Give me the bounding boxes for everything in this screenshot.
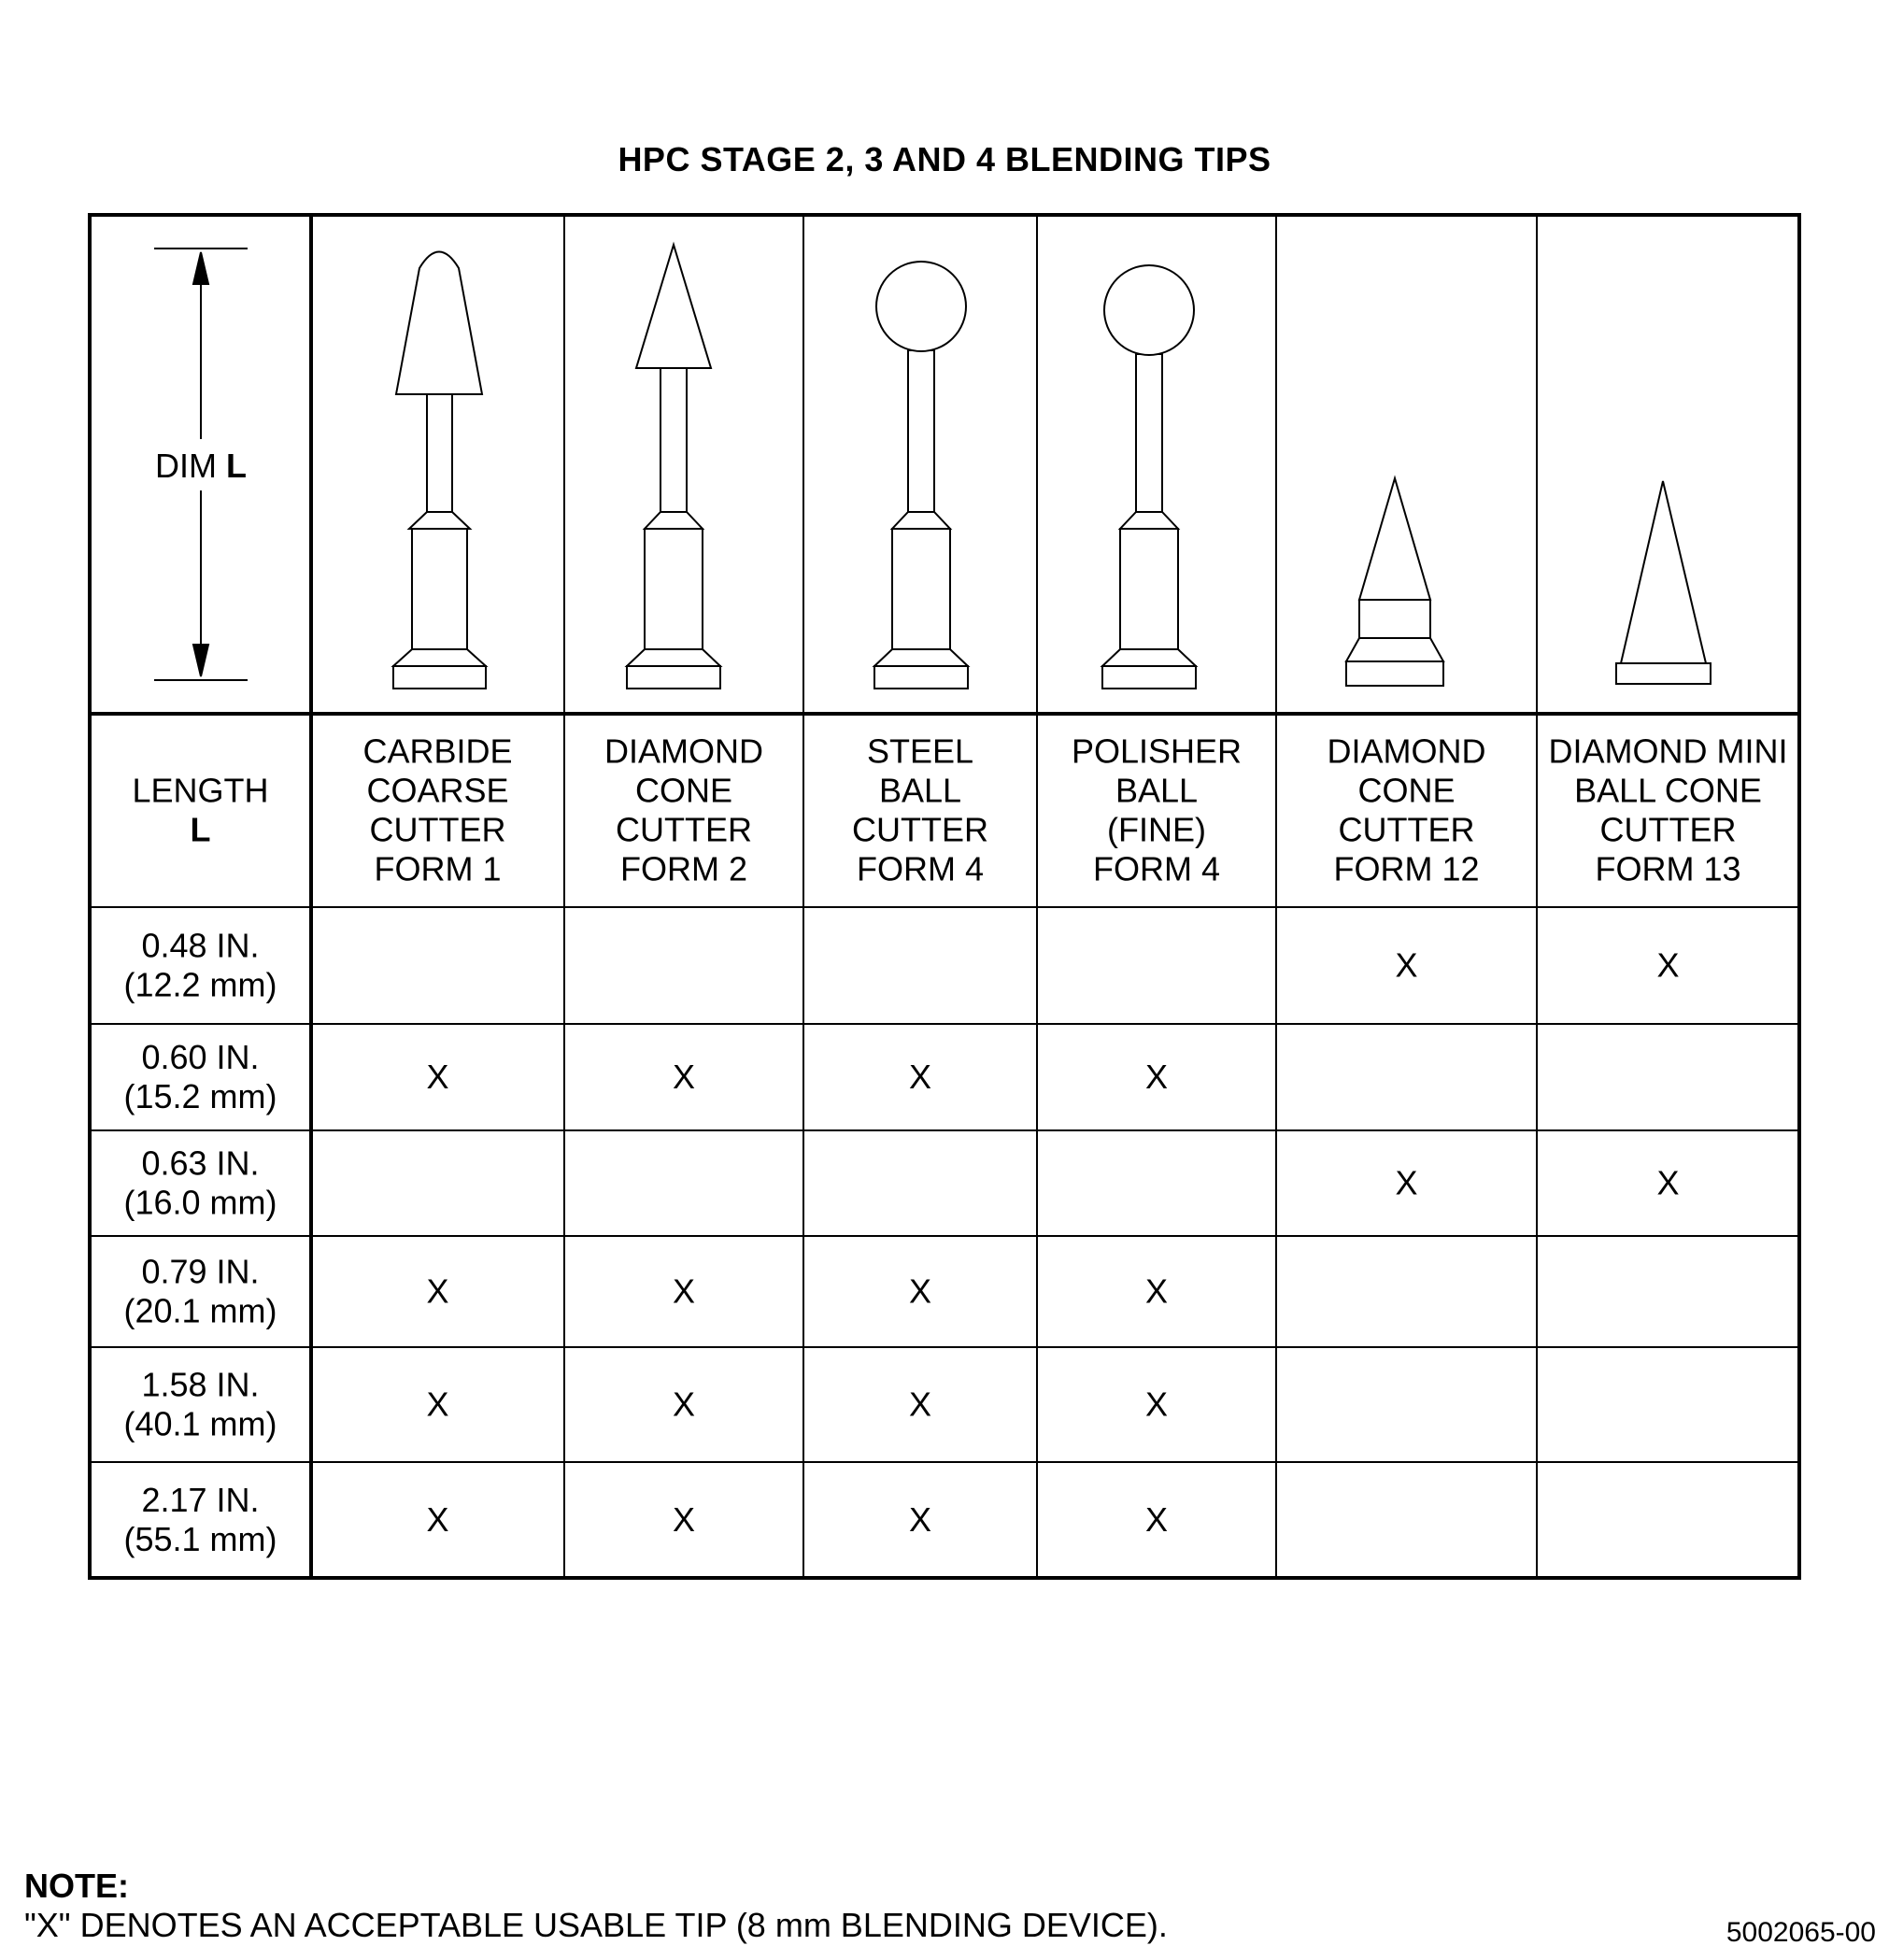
- acceptable-mark: X: [1656, 945, 1680, 985]
- acceptable-mark: X: [1395, 945, 1418, 985]
- acceptable-mark: X: [672, 1500, 696, 1539]
- dim-label: DIM L: [155, 447, 247, 485]
- arrow-down-icon: [193, 645, 208, 676]
- length-value: 2.17 IN. (55.1 mm): [123, 1481, 277, 1558]
- column-header-1: CARBIDE COARSE CUTTER FORM 1: [362, 731, 513, 888]
- acceptable-mark: X: [1144, 1058, 1169, 1096]
- polisher-ball-icon: [1102, 265, 1196, 689]
- note-heading: NOTE:: [24, 1867, 129, 1905]
- diamond-cone-cutter-icon: [627, 245, 720, 689]
- length-header: LENGTH L: [132, 771, 269, 849]
- table-row: [123, 1253, 1168, 1330]
- table-row: [123, 1366, 1168, 1443]
- acceptable-mark: X: [908, 1271, 932, 1311]
- column-headers: [132, 732, 1787, 888]
- column-header-3: STEEL BALL CUTTER FORM 4: [852, 731, 988, 888]
- acceptable-mark: X: [1656, 1163, 1680, 1202]
- table-grid: [90, 215, 1799, 1578]
- table-row: [123, 1481, 1168, 1558]
- acceptable-mark: X: [1144, 1271, 1169, 1311]
- note-text: "X" DENOTES AN ACCEPTABLE USABLE TIP (8 mm BLENDING DEVICE).: [24, 1906, 1168, 1944]
- table-row: [123, 1144, 1679, 1222]
- carbide-coarse-cutter-icon: [393, 252, 486, 689]
- acceptable-mark: X: [672, 1271, 696, 1311]
- column-header-5: DIAMOND CONE CUTTER FORM 12: [1327, 731, 1486, 888]
- length-value: 0.79 IN. (20.1 mm): [123, 1252, 277, 1330]
- acceptable-mark: X: [1395, 1163, 1418, 1202]
- acceptable-mark: X: [1144, 1500, 1169, 1539]
- steel-ball-cutter-icon: [874, 262, 968, 689]
- diamond-cone-short-icon: [1346, 478, 1443, 686]
- page-title: HPC STAGE 2, 3 AND 4 BLENDING TIPS: [618, 140, 1271, 178]
- acceptable-mark: X: [426, 1385, 449, 1424]
- acceptable-mark: X: [426, 1500, 449, 1539]
- acceptable-mark: X: [908, 1385, 932, 1424]
- diamond-mini-ball-cone-icon: [1616, 481, 1711, 684]
- column-header-4: POLISHER BALL (FINE) FORM 4: [1071, 731, 1243, 888]
- length-value: 1.58 IN. (40.1 mm): [123, 1365, 277, 1443]
- table-frame: [90, 215, 1799, 1578]
- acceptable-mark: X: [672, 1058, 696, 1096]
- length-value: 0.48 IN. (12.2 mm): [123, 926, 277, 1004]
- acceptable-mark: X: [426, 1058, 449, 1096]
- note: [24, 1867, 1168, 1945]
- column-header-2: DIAMOND CONE CUTTER FORM 2: [604, 731, 763, 888]
- table-row: [123, 1038, 1168, 1115]
- column-header-6: DIAMOND MINI BALL CONE CUTTER FORM 13: [1548, 731, 1788, 888]
- table-rows: [123, 927, 1679, 1559]
- acceptable-mark: X: [908, 1058, 932, 1096]
- length-value: 0.63 IN. (16.0 mm): [123, 1143, 277, 1222]
- acceptable-mark: X: [1144, 1385, 1169, 1424]
- acceptable-mark: X: [426, 1271, 449, 1311]
- acceptable-mark: X: [908, 1500, 932, 1539]
- length-value: 0.60 IN. (15.2 mm): [123, 1038, 277, 1115]
- arrow-up-icon: [193, 252, 208, 284]
- document-number: 5002065-00: [1726, 1917, 1876, 1948]
- table-row: [123, 927, 1679, 1004]
- acceptable-mark: X: [672, 1385, 696, 1424]
